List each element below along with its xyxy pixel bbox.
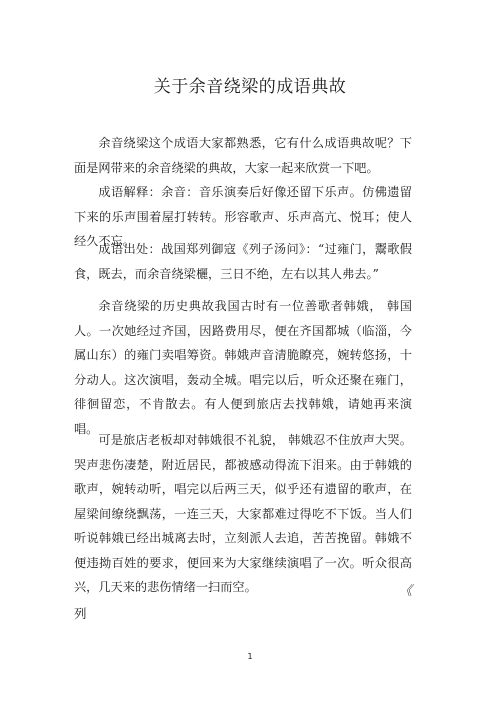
paragraph-source: 成语出处：战国郑列御寇《列子汤问》：“过雍门，鬻歌假食，既去，而余音绕梁欐，三日不绝，左右以其人弗去。”: [74, 242, 412, 281]
page-number: 1: [247, 652, 253, 661]
paragraph-intro: 余音绕梁这个成语大家都熟悉，它有什么成语典故呢？下面是网带来的余音绕梁的典故，大家一起来欣赏一下吧。: [74, 136, 412, 175]
trailing-text: 列: [74, 606, 87, 621]
paragraph-explanation: 成语解释：余音：音乐演奏后好像还留下乐声。仿佛遗留下来的乐声围着屋打转转。形容歌声、乐声高亢、悦耳；使人经久不忘。: [74, 185, 412, 248]
paragraph-story-part2: 可是旅店老板却对韩娥很不礼貌， 韩娥忍不住放声大哭。哭声悲伤凄楚，附近居民，都被感动得流下泪来。由于韩娥的歌声，婉转动听，唱完以后两三天，似乎还有遗留的歌声，在屋梁间缭绕飘荡，一连三天，大家都难过得吃不下饭。当人们听说韩娥已经出城离去时，立刻派人去追，苦苦挽留。韩娥不便违拗百姓的要求，便回来为大家继续演唱了一次。听众很高兴，几天来的悲伤情绪一扫而空。: [74, 433, 412, 594]
paragraph-story-part1: 余音绕梁的历史典故我国古时有一位善歌者韩娥， 韩国人。一次她经过齐国，因路费用尽，便在齐国都城（临淄，今属山东）的雍门卖唱筹资。韩娥声音清脆瞭亮，婉转悠扬，十分动人。这次演唱，轰动全城。唱完以后，听众还聚在雍门，徘徊留恋，不肯散去。有人便到旅店去找韩娥，请她再来演唱。: [74, 299, 412, 436]
trailing-quote-mark: 《: [398, 584, 412, 599]
document-title: 关于余音绕梁的成语典故: [153, 77, 347, 97]
